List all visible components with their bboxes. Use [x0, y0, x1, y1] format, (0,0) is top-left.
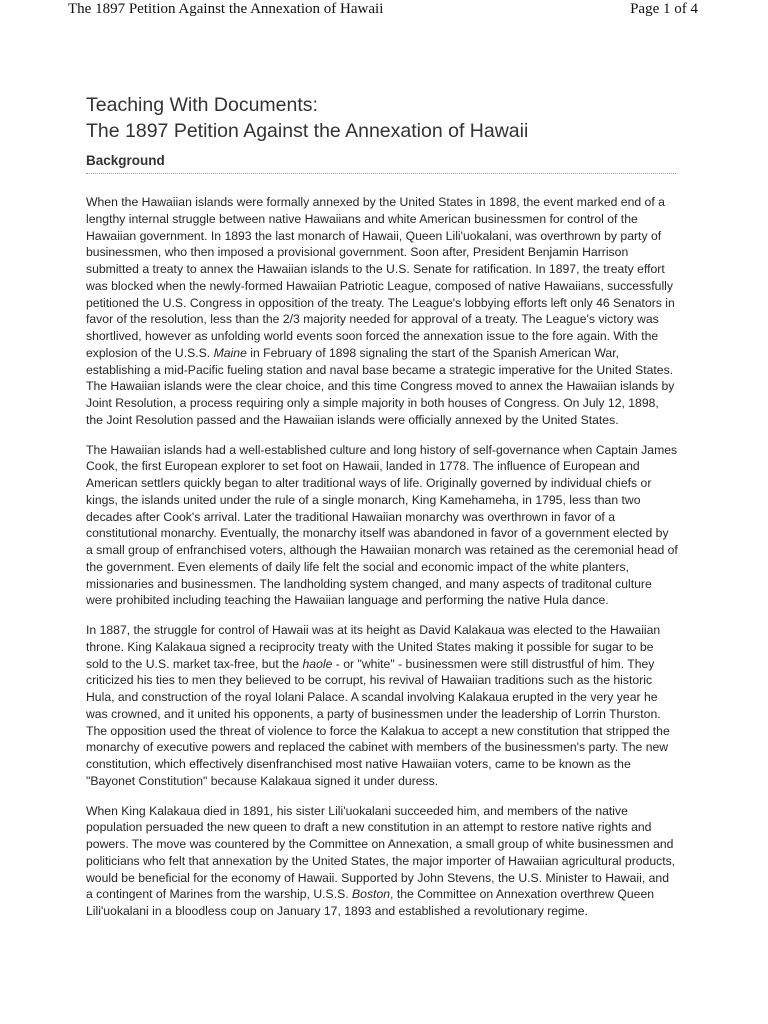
- title-line-1: Teaching With Documents:: [86, 94, 318, 116]
- header-document-title: The 1897 Petition Against the Annexation of Hawaii: [68, 1, 384, 17]
- paragraph-2: The Hawaiian islands had a well-established culture and long history of self-governance when Captain James Cook, the first European explorer to set foot on Hawaii, landed in 1778. The influence of European and American settlers quickly began to alter traditional ways of life. Originally governed by individual chiefs or kings, the islands united under the rule of a single monarch, King Kamehameha, in 1795, less than two decades after Cook's arrival. Later the traditional Hawaiian monarchy was overthrown in favor of a constitutional monarchy. Eventually, the monarchy itself was abandoned in favor of a government elected by a small group of enfranchised voters, although the Hawaiian monarch was retained as the ceremonial head of the government. Even elements of daily life felt the social and economic impact of the white planters, missionaries and businessmen. The landholding system changed, and many aspects of traditonal culture were prohibited including teaching the Hawaiian language and performing the native Hula dance.: [86, 442, 678, 608]
- paragraph-1-italic: Maine: [213, 345, 247, 360]
- paragraph-3: [86, 622, 678, 790]
- paragraph-1: [86, 194, 678, 429]
- print-header: [0, 0, 768, 22]
- paragraph-3-text-a: In 1887, the struggle for control of Hawaii was at its height as David Kalakaua was elected to the Hawaiian throne. King Kalakaua signed a reciprocity treaty with the United States making it possible for sugar to be sold to the U.S. market tax-free, but the: [86, 623, 661, 671]
- paragraph-4-text-a: When King Kalakaua died in 1891, his sister Lili'uokalani succeeded him, and members of the native population persuaded the new queen to draft a new constitution in an attempt to restore native rights and powers. The move was countered by the Committee on Annexation, a small group of white businessmen and politicians who felt that annexation by the United States, the major importer of Hawaiian agricultural products, would be beneficial for the economy of Hawaii. Supported by John Stevens, the U.S. Minister to Hawaii, and a contingent of Marines from the warship, U.S.S.: [86, 803, 676, 902]
- title-line-2: The 1897 Petition Against the Annexation of Hawaii: [86, 120, 529, 142]
- header-page-count: Page 1 of 4: [630, 1, 698, 17]
- paragraph-4-italic: Boston: [352, 887, 391, 902]
- paragraph-4-text-b: , the Committee on Annexation overthrew Queen Lili'uokalani in a bloodless coup on January 17, 1893 and established a revolutionary regime.: [86, 887, 655, 918]
- article: [86, 92, 678, 933]
- paragraph-4: [86, 803, 678, 920]
- paragraph-3-text-b: - or "white" - businessmen were still distrustful of him. They criticized his ties to men they believed to be corrupt, his revival of Hawaiian traditions such as the historic Hula, and construction of the royal Iolani Palace. A scandal involving Kalakaua erupted in the very year he was crowned, and it united his opponents, a party of businessmen under the leadership of Lorrin Thurston. The opposition used the threat of violence to force the Kalakua to accept a new constitution that stripped the monarchy of executive powers and replaced the cabinet with members of the businessmen's party. The new constitution, which effectively disenfranchised most native Hawaiian voters, came to be known as the "Bayonet Constitution" because Kalakaua signed it under duress.: [86, 656, 670, 788]
- article-body: [86, 194, 678, 920]
- page-title: [86, 92, 678, 144]
- paragraph-1-text-b: in February of 1898 signaling the start of the Spanish American War, establishing a mid-Pacific fueling station and naval base became a strategic imperative for the United States. The Hawaiian islands were the clear choice, and this time Congress moved to annex the Hawaiian islands by Joint Resolution, a process requiring only a simple majority in both houses of Congress. On July 12, 1898, the Joint Resolution passed and the Hawaiian islands were officially annexed by the United States.: [86, 345, 675, 427]
- paragraph-1-text-a: When the Hawaiian islands were formally annexed by the United States in 1898, the event marked end of a lengthy internal struggle between native Hawaiians and white American businessmen for control of the Hawaiian government. In 1893 the last monarch of Hawaii, Queen Lili'uokalani, was overthrown by party of businessmen, who then imposed a provisional government. Soon after, President Benjamin Harrison submitted a treaty to annex the Hawaiian islands to the U.S. Senate for ratification. In 1897, the treaty effort was blocked when the newly-formed Hawaiian Patriotic League, composed of native Hawaiians, successfully petitioned the U.S. Congress in opposition of the treaty. The League's lobbying efforts left only 46 Senators in favor of the resolution, less than the 2/3 majority needed for approval of a treaty. The League's victory was shortlived, however as unfolding world events soon forced the annexation issue to the fore again. With the explosion of the U.S.S.: [86, 195, 675, 360]
- section-heading: Background: [86, 152, 676, 174]
- paragraph-3-italic: haole: [302, 656, 333, 671]
